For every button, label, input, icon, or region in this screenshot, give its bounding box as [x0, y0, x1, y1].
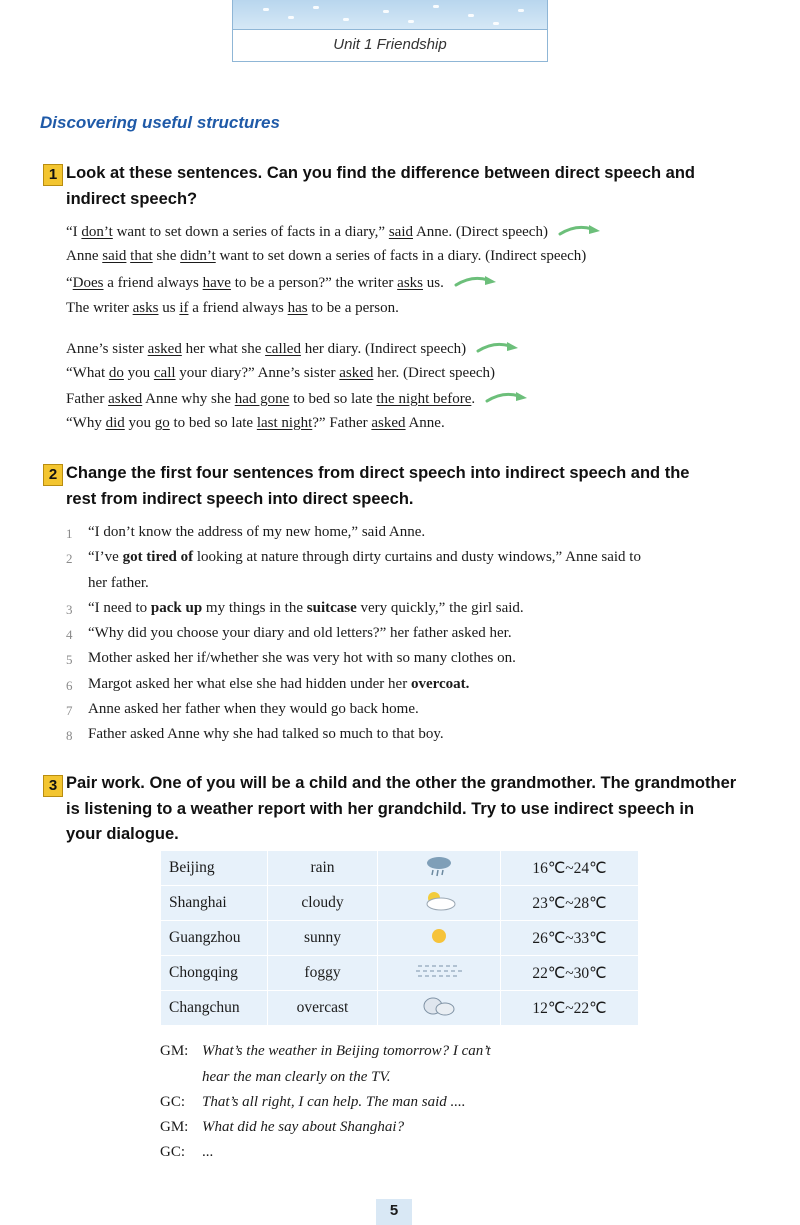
- speaker-label: GM:: [160, 1119, 189, 1135]
- unit-title: Unit 1 Friendship: [333, 36, 447, 53]
- table-row: [161, 851, 639, 886]
- q1-sentence: Anne said that she didn’t want to set down a series of facts in a diary. (Indirect speech): [66, 248, 587, 264]
- item-number: 1: [66, 526, 73, 541]
- item-number: 2: [66, 551, 73, 566]
- item-number: 3: [66, 602, 73, 617]
- q1-prompt-line-2: indirect speech?: [66, 190, 198, 208]
- speech-text: That’s all right, I can help. The man said ....: [202, 1094, 466, 1110]
- dialogue-line: [160, 1043, 580, 1065]
- speaker-label: GM:: [160, 1043, 189, 1059]
- q2-item-text: “Why did you choose your diary and old letters?” her father asked her.: [88, 625, 512, 641]
- condition-cell: overcast: [268, 991, 378, 1026]
- condition-cell: rain: [268, 851, 378, 886]
- q2-item-text: “I’ve got tired of looking at nature through dirty curtains and dusty windows,” Anne said to: [88, 549, 641, 565]
- speech-text: hear the man clearly on the TV.: [202, 1069, 391, 1085]
- q1-sentence: “Why did you go to bed so late last night?” Father asked Anne.: [66, 415, 445, 431]
- q2-item-text: Margot asked her what else she had hidden under her overcoat.: [88, 676, 470, 692]
- sun-icon: [378, 921, 501, 956]
- green-arrow-icon: [558, 223, 602, 242]
- q1-prompt-line-1: Look at these sentences. Can you find the difference between direct speech and: [66, 164, 695, 182]
- q1-sentence: Father asked Anne why she had gone to bed so late the night before.: [66, 390, 529, 409]
- table-row: [161, 991, 639, 1026]
- green-arrow-icon: [485, 390, 529, 409]
- speaker-label: GC:: [160, 1094, 186, 1110]
- temperature-cell: 16℃~24℃: [501, 851, 639, 886]
- city-cell: Guangzhou: [161, 921, 268, 956]
- question-number-1: 1: [43, 164, 63, 186]
- condition-cell: cloudy: [268, 886, 378, 921]
- dialogue-line: [160, 1069, 580, 1091]
- temperature-cell: 22℃~30℃: [501, 956, 639, 991]
- speech-text: What did he say about Shanghai?: [202, 1119, 405, 1135]
- item-number: 5: [66, 652, 73, 667]
- green-arrow-icon: [476, 340, 520, 359]
- weather-table: [160, 850, 639, 1026]
- q2-item-text: “I don’t know the address of my new home,” said Anne.: [88, 524, 426, 540]
- rain-cloud-icon: [378, 851, 501, 886]
- temperature-cell: 26℃~33℃: [501, 921, 639, 956]
- q3-prompt-line-3: your dialogue.: [66, 825, 179, 843]
- q2-item-text: Father asked Anne why she had talked so much to that boy.: [88, 726, 444, 742]
- city-cell: Beijing: [161, 851, 268, 886]
- q1-sentence: “I don’t want to set down a series of facts in a diary,” said Anne. (Direct speech): [66, 223, 602, 242]
- item-number: 4: [66, 627, 73, 642]
- dialogue-line: [160, 1094, 580, 1116]
- q1-sentence: “What do you call your diary?” Anne’s sister asked her. (Direct speech): [66, 365, 496, 381]
- item-number: 6: [66, 678, 73, 693]
- q2-item-text: Mother asked her if/whether she was very hot with so many clothes on.: [88, 650, 516, 666]
- q3-prompt-line-1: Pair work. One of you will be a child and the other the grandmother. The grandmother: [66, 774, 737, 792]
- cloudy-sun-icon: [378, 886, 501, 921]
- q1-sentence: Anne’s sister asked her what she called her diary. (Indirect speech): [66, 340, 520, 359]
- dialogue-line: [160, 1119, 580, 1141]
- dialogue-line: [160, 1144, 580, 1166]
- section-title: Discovering useful structures: [40, 113, 280, 132]
- temperature-cell: 23℃~28℃: [501, 886, 639, 921]
- q2-item-text: “I need to pack up my things in the suitcase very quickly,” the girl said.: [88, 600, 524, 616]
- fog-icon: [378, 956, 501, 991]
- green-arrow-icon: [454, 274, 498, 293]
- q3-prompt-line-2: is listening to a weather report with her grandchild. Try to use indirect speech in: [66, 800, 695, 818]
- table-row: [161, 921, 639, 956]
- overcast-icon: [378, 991, 501, 1026]
- item-number: 7: [66, 703, 73, 718]
- city-cell: Chongqing: [161, 956, 268, 991]
- q1-sentence: The writer asks us if a friend always has to be a person.: [66, 300, 399, 316]
- city-cell: Shanghai: [161, 886, 268, 921]
- q2-prompt-line-2: rest from indirect speech into direct speech.: [66, 490, 414, 508]
- condition-cell: foggy: [268, 956, 378, 991]
- city-cell: Changchun: [161, 991, 268, 1026]
- speech-text: What’s the weather in Beijing tomorrow? I can’t: [202, 1043, 491, 1059]
- item-number: 8: [66, 728, 73, 743]
- table-row: [161, 956, 639, 991]
- unit-banner: [232, 0, 548, 62]
- speaker-label: GC:: [160, 1144, 186, 1160]
- page-number: 5: [376, 1199, 412, 1225]
- q1-sentence: “Does a friend always have to be a person?” the writer asks us.: [66, 274, 498, 293]
- banner-image: [233, 0, 547, 30]
- temperature-cell: 12℃~22℃: [501, 991, 639, 1026]
- q2-item-text: Anne asked her father when they would go back home.: [88, 701, 419, 717]
- q2-item-text: her father.: [88, 575, 149, 591]
- question-number-3: 3: [43, 775, 63, 797]
- q2-prompt-line-1: Change the first four sentences from direct speech into indirect speech and the: [66, 464, 690, 482]
- speech-text: ...: [202, 1144, 214, 1160]
- condition-cell: sunny: [268, 921, 378, 956]
- question-number-2: 2: [43, 464, 63, 486]
- table-row: [161, 886, 639, 921]
